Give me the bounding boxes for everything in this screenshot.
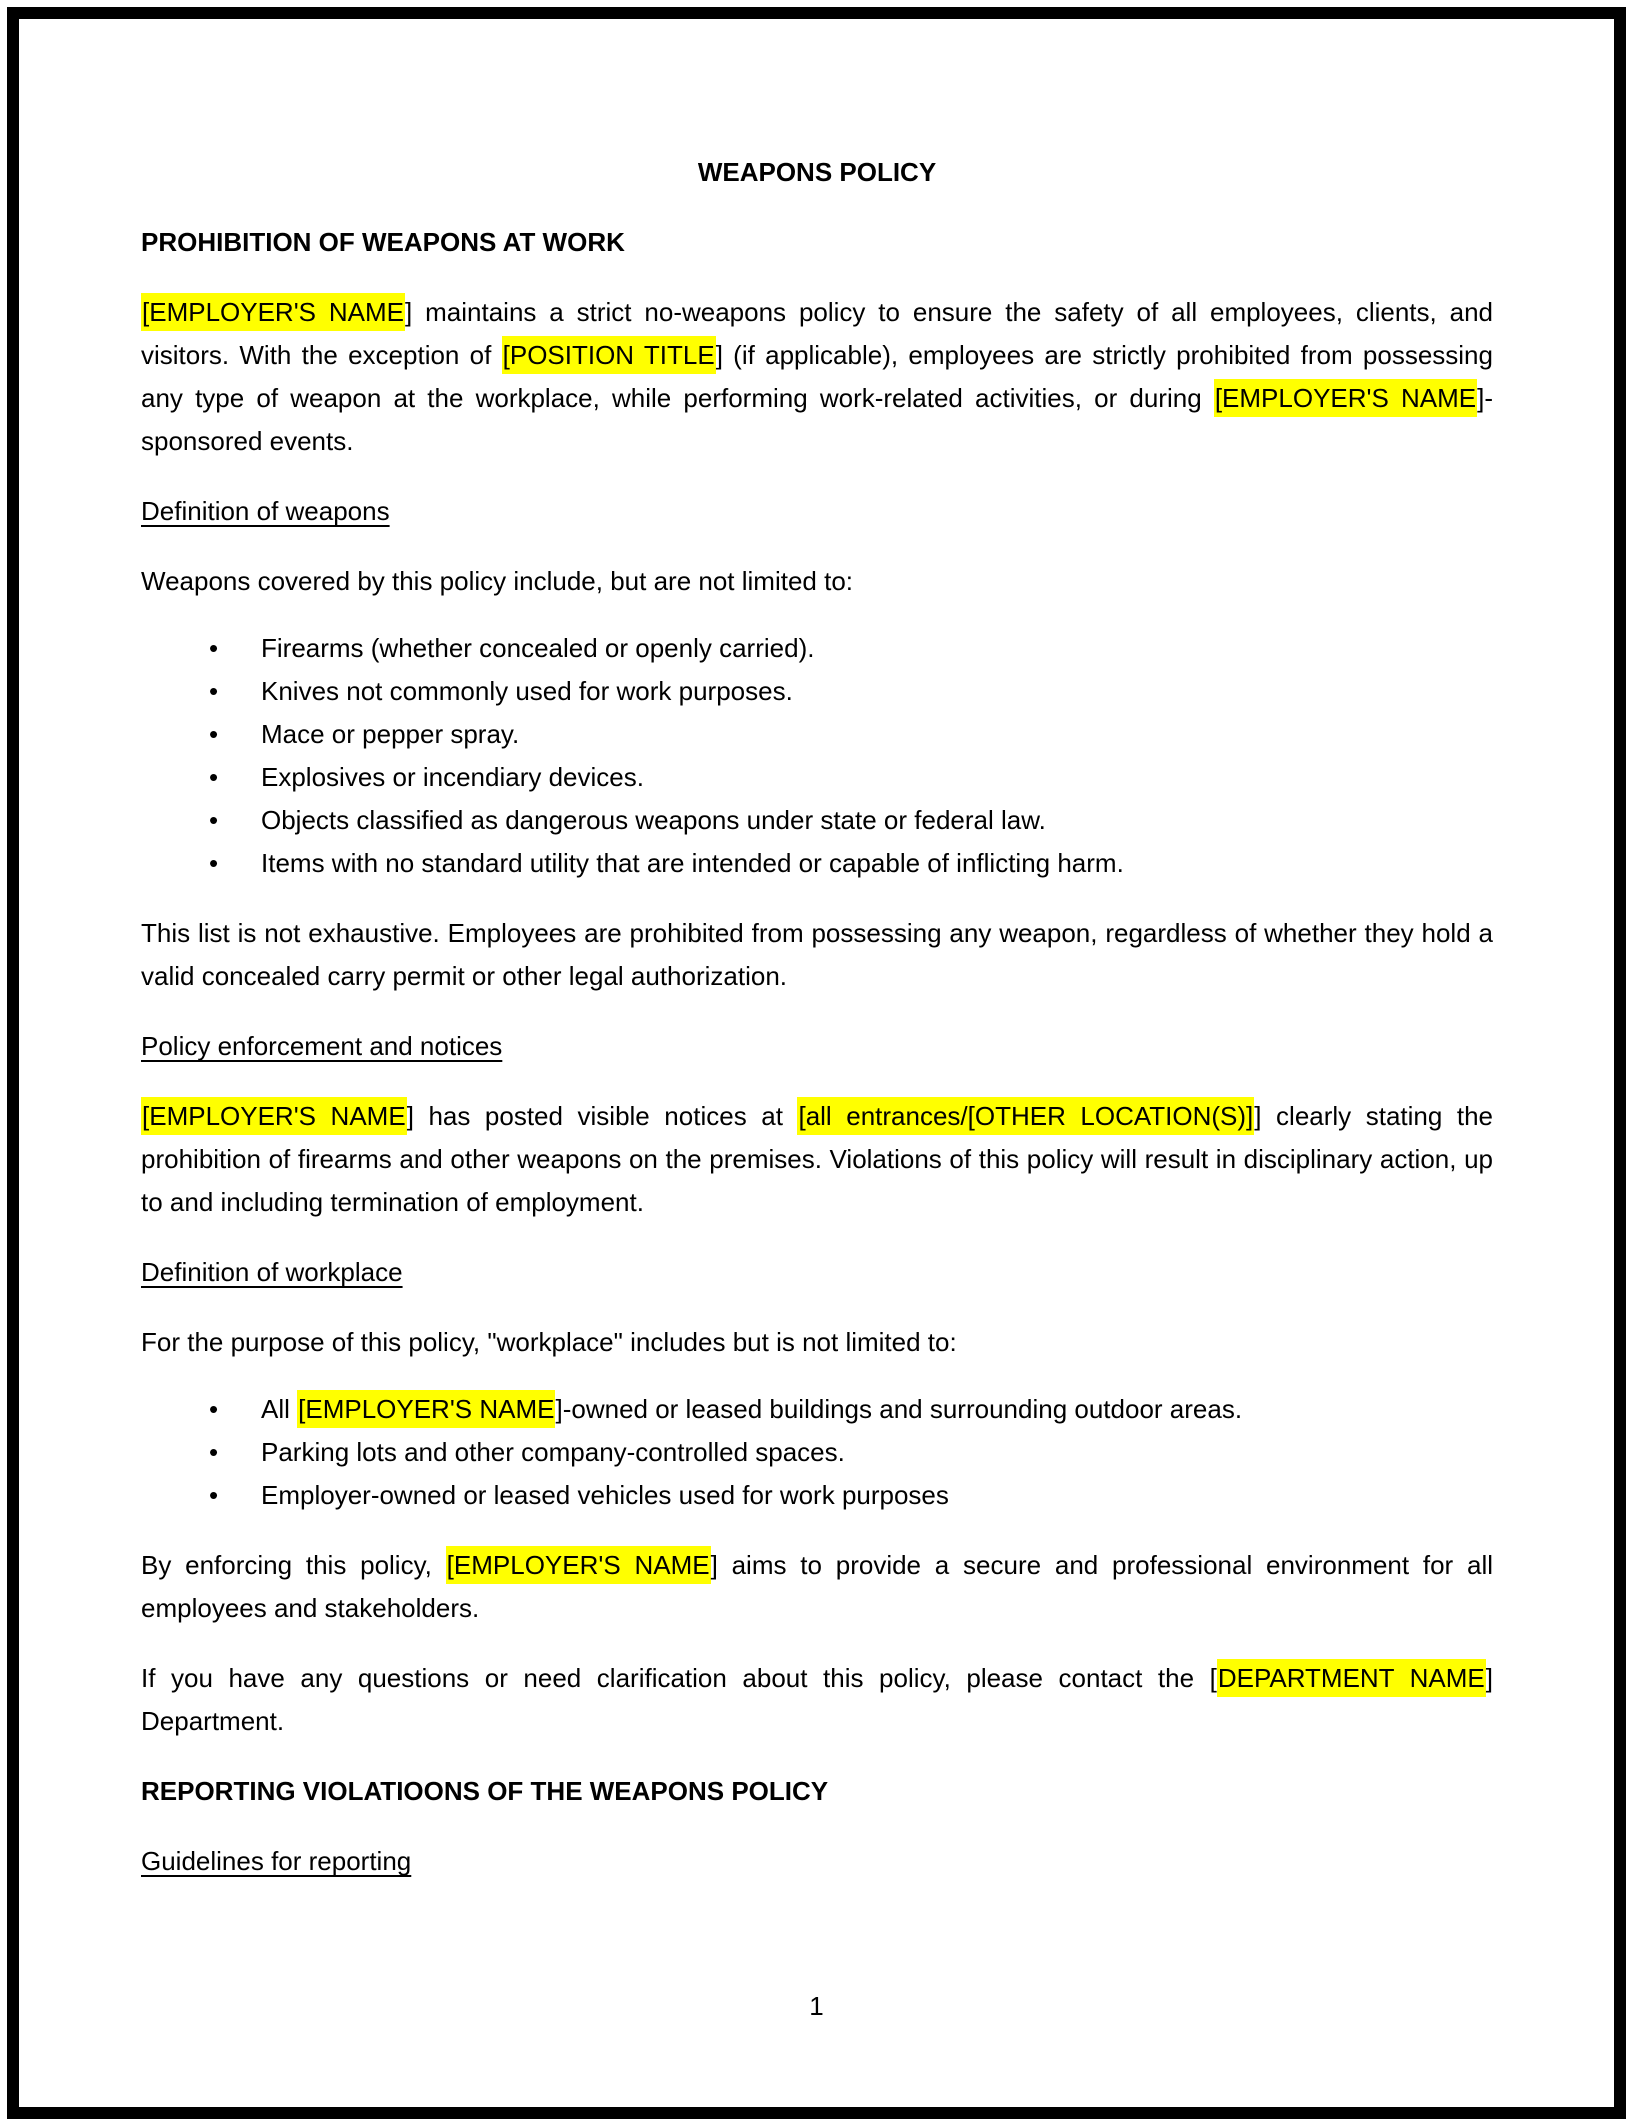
text-run: If you have any questions or need clarification about this policy, please contact the [ [141, 1663, 1217, 1693]
highlighted-placeholder: [EMPLOYER'S NAME [297, 1390, 555, 1428]
text-run: ] (if applicable), employees are strictly prohibited from possessing any type of weapon at the workplace, while performing work-related activities, or during [141, 340, 1493, 413]
text-run: Parking lots and other company-controlled spaces. [261, 1437, 845, 1467]
list-item: • Firearms (whether concealed or openly carried). [141, 627, 1493, 670]
paragraph-weapons-lead: Weapons covered by this policy include, but are not limited to: [141, 566, 854, 596]
highlighted-placeholder: DEPARTMENT NAME [1217, 1659, 1486, 1697]
page-number: 1 [809, 1991, 824, 2021]
document-content [19, 19, 1614, 1883]
text-run: Employer-owned or leased vehicles used for work purposes [261, 1480, 949, 1510]
highlighted-placeholder: [EMPLOYER'S NAME [446, 1546, 711, 1584]
list-item: • Mace or pepper spray. [141, 713, 1493, 756]
paragraph-not-exhaustive: This list is not exhaustive. Employees are prohibited from possessing any weapon, regardless of whether they hold a valid concealed carry permit or other legal authorization. [141, 918, 1493, 991]
workplace-list [141, 1388, 1493, 1517]
list-item [141, 1431, 1493, 1474]
text-run: All [261, 1394, 298, 1424]
list-item: • Explosives or incendiary devices. [141, 756, 1493, 799]
subheading-definition-of-weapons: Definition of weapons [141, 496, 390, 526]
paragraph-enforcement [141, 1095, 1493, 1224]
highlighted-placeholder: [EMPLOYER'S NAME [141, 1097, 407, 1135]
subheading-definition-of-workplace: Definition of workplace [141, 1257, 403, 1287]
highlighted-placeholder: [all entrances/[OTHER LOCATION(S)] [797, 1097, 1254, 1135]
document-title: WEAPONS POLICY [697, 157, 937, 187]
text-run: ] Department. [141, 1663, 1493, 1736]
text-run: ] has posted visible notices at [406, 1101, 798, 1131]
highlighted-placeholder: [POSITION TITLE [502, 336, 716, 374]
document-page [7, 7, 1626, 2119]
highlighted-placeholder: [EMPLOYER'S NAME [141, 293, 405, 331]
paragraph-intro [141, 291, 1493, 463]
list-item [141, 1474, 1493, 1517]
paragraph-contact [141, 1657, 1493, 1743]
section-heading-reporting: REPORTING VIOLATIOONS OF THE WEAPONS POLICY [141, 1776, 829, 1806]
text-run: ] maintains a strict no-weapons policy to ensure the safety of all employees, clients, and visitors. With the exception of [141, 297, 1494, 370]
text-run: By enforcing this policy, [141, 1550, 446, 1580]
subheading-policy-enforcement: Policy enforcement and notices [141, 1031, 503, 1061]
list-item: • Knives not commonly used for work purposes. [141, 670, 1493, 713]
list-item [141, 1388, 1493, 1431]
text-run: ] aims to provide a secure and professional environment for all employees and stakeholders. [141, 1550, 1494, 1623]
list-item: • Items with no standard utility that are intended or capable of inflicting harm. [141, 842, 1493, 885]
text-run: ]-owned or leased buildings and surrounding outdoor areas. [555, 1394, 1243, 1424]
list-item: • Objects classified as dangerous weapons under state or federal law. [141, 799, 1493, 842]
text-run: ]-sponsored events. [141, 383, 1494, 456]
paragraph-enforcing-policy [141, 1544, 1493, 1630]
weapons-list [141, 627, 1493, 885]
subheading-guidelines-for-reporting: Guidelines for reporting [141, 1846, 412, 1876]
section-heading-prohibition: PROHIBITION OF WEAPONS AT WORK [141, 227, 625, 257]
paragraph-workplace-lead: For the purpose of this policy, "workplace" includes but is not limited to: [141, 1327, 957, 1357]
text-run: ] clearly stating the prohibition of firearms and other weapons on the premises. Violations of this policy will result in disciplinary action, up to and including termination of employment. [141, 1101, 1494, 1217]
highlighted-placeholder: [EMPLOYER'S NAME [1214, 379, 1477, 417]
